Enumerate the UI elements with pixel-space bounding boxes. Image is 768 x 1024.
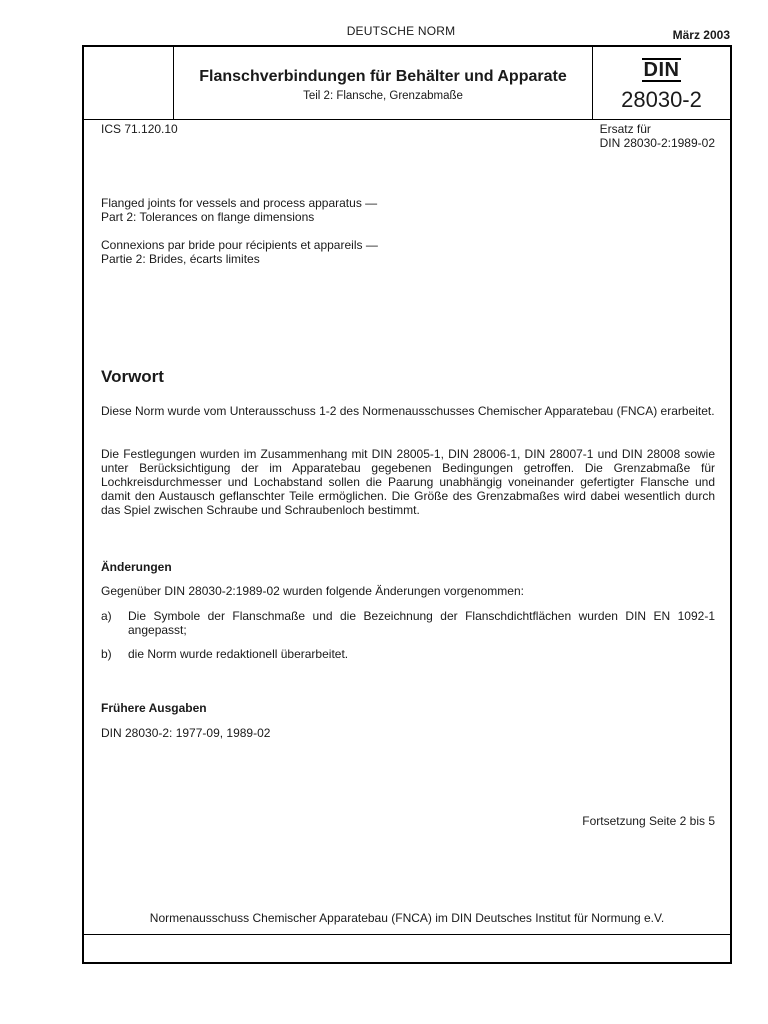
footer-divider xyxy=(84,934,730,935)
english-title xyxy=(101,196,715,224)
aenderungen-heading: Änderungen xyxy=(101,560,172,574)
french-title-line1: Connexions par bride pour récipients et appareils — xyxy=(101,238,378,252)
french-title-line2: Partie 2: Brides, écarts limites xyxy=(101,252,260,266)
vorwort-section xyxy=(101,367,715,386)
din-logo: DIN xyxy=(643,59,680,81)
vorwort-paragraph-2: Die Festlegungen wurden im Zusammenhang mit DIN 28005-1, DIN 28006-1, DIN 28007-1 und DIN 28008 sowie unter Berücksichtigung der im Apparatebau gegebenen Bedingungen getroffen. Die Grenzabmaße für Lochkreisdurchmesser und Lochabstand sollen die Paarung unabhängig voneinander gefertigter Flansche und damit den Austausch geflanschter Teile ermöglichen. Die Größe des Grenzabmaßes wird dabei wesentlich durch das Spiel zwischen Schraube und Schraubenloch bestimmt. xyxy=(101,447,715,517)
list-marker: b) xyxy=(101,647,112,661)
header-title-cell xyxy=(174,47,593,119)
list-marker: a) xyxy=(101,609,112,623)
document-title: Flanschverbindungen für Behälter und Apparate xyxy=(199,68,567,85)
document-subtitle: Teil 2: Flansche, Grenzabmaße xyxy=(303,90,463,102)
norm-type-label: DEUTSCHE NORM xyxy=(346,24,456,38)
publication-date: März 2003 xyxy=(672,28,730,42)
replaces-label: Ersatz für xyxy=(599,122,651,136)
header-row xyxy=(84,47,730,120)
aenderungen-list xyxy=(101,609,715,661)
vorwort-heading: Vorwort xyxy=(101,367,164,386)
header-empty-cell xyxy=(84,47,174,119)
fruehere-text: DIN 28030-2: 1977-09, 1989-02 xyxy=(101,726,271,740)
list-text: die Norm wurde redaktionell überarbeitet. xyxy=(128,647,349,661)
french-title xyxy=(101,238,715,266)
ics-code: ICS 71.120.10 xyxy=(101,122,178,136)
din-number: 28030-2 xyxy=(621,87,702,112)
replaces-value: DIN 28030-2:1989-02 xyxy=(599,136,715,150)
continuation-note: Fortsetzung Seite 2 bis 5 xyxy=(582,814,715,828)
replaces-block xyxy=(600,122,715,150)
aenderungen-intro: Gegenüber DIN 28030-2:1989-02 wurden folgende Änderungen vorgenommen: xyxy=(101,584,524,598)
list-text: Die Symbole der Flanschmaße und die Bezeichnung der Flanschdichtflächen wurden DIN EN 1092-1 angepasst; xyxy=(128,609,715,637)
header-din-cell xyxy=(593,47,730,119)
list-item xyxy=(101,609,715,637)
list-item xyxy=(101,647,715,661)
vorwort-paragraph-1: Diese Norm wurde vom Unterausschuss 1-2 des Normenausschusses Chemischer Apparatebau (FNCA) erarbeitet. xyxy=(101,404,715,418)
english-title-line2: Part 2: Tolerances on flange dimensions xyxy=(101,210,315,224)
english-title-line1: Flanged joints for vessels and process apparatus — xyxy=(101,196,378,210)
footer-publisher: Normenausschuss Chemischer Apparatebau (FNCA) im DIN Deutsches Institut für Normung e.V. xyxy=(149,911,665,925)
fruehere-heading: Frühere Ausgaben xyxy=(101,701,207,715)
